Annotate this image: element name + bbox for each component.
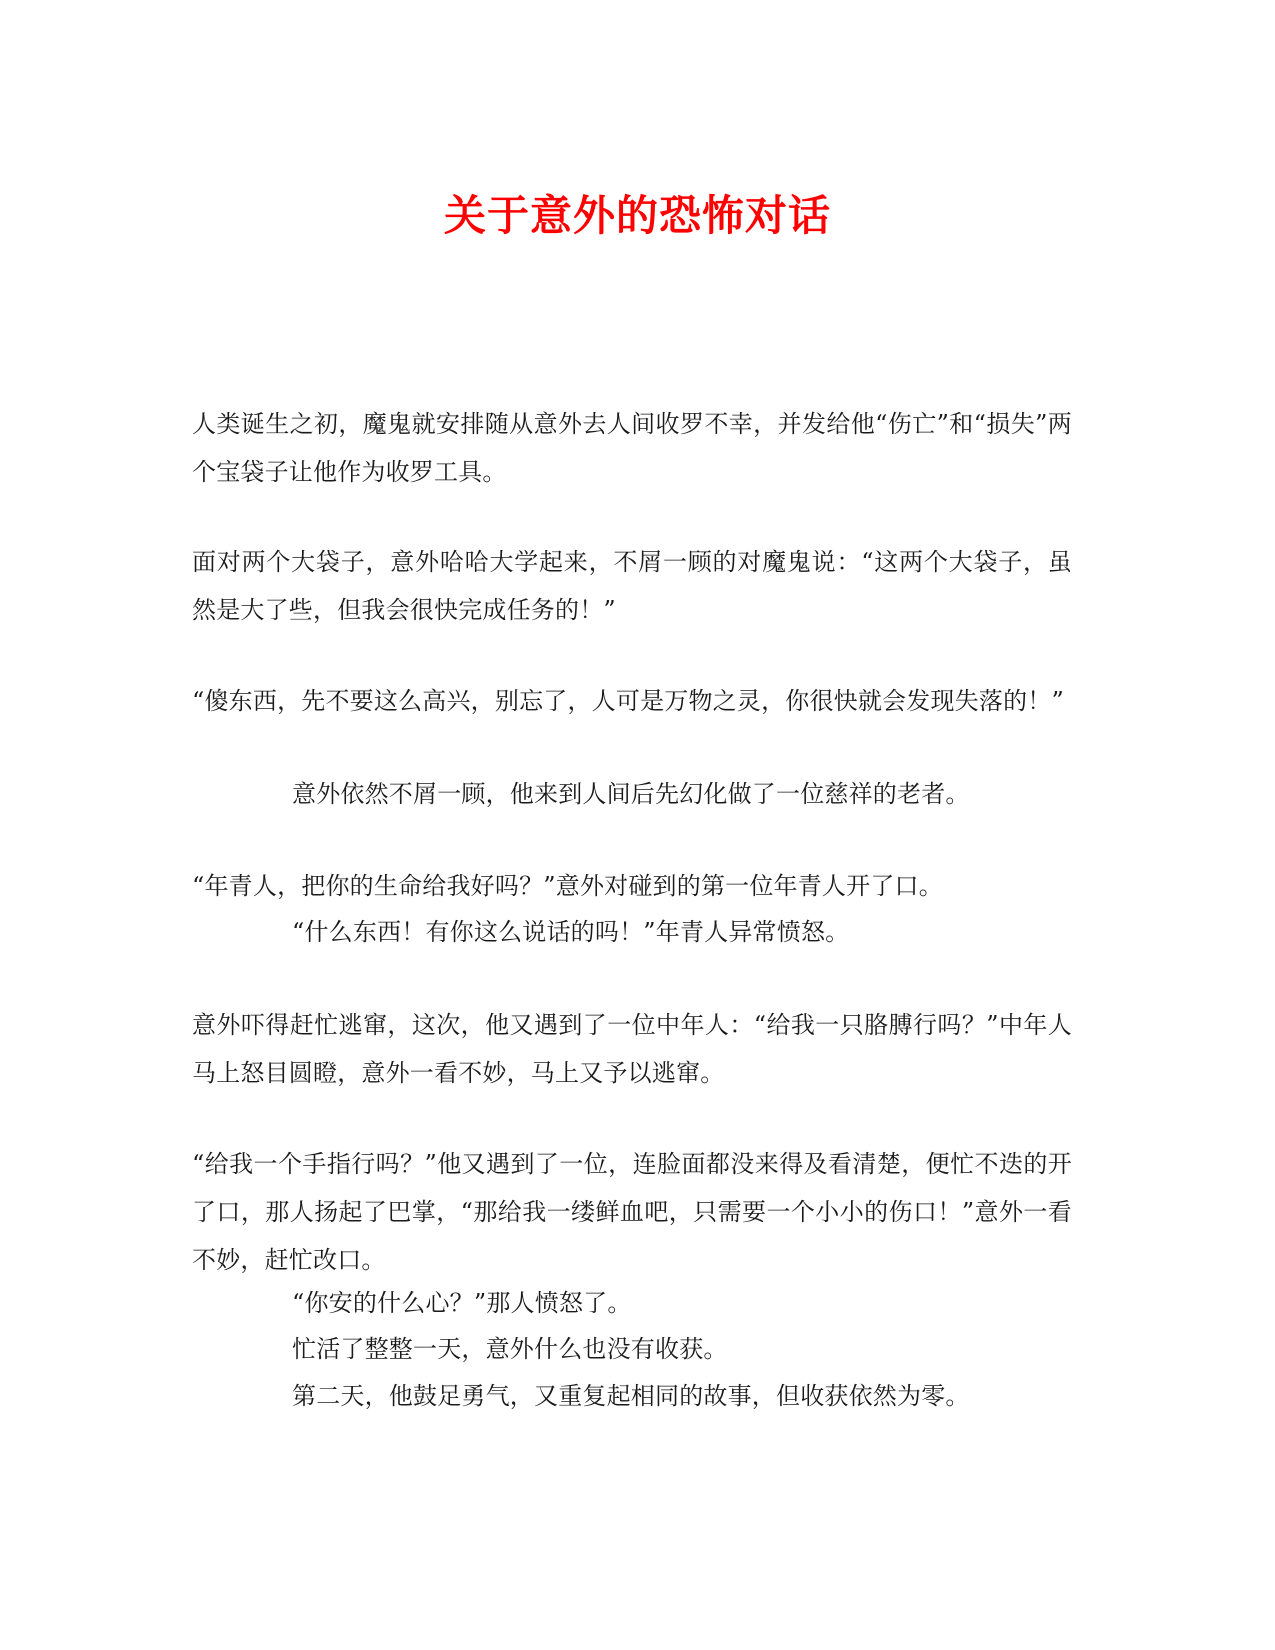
paragraph-10: 忙活了整整一天，意外什么也没有收获。 [292, 1335, 728, 1363]
document-title: 关于意外的恐怖对话 [443, 191, 831, 241]
paragraph-5: “年青人，把你的生命给我好吗？”意外对碰到的第一位年青人开了口。 [192, 872, 943, 900]
paragraph-7: 意外吓得赶忙逃窜，这次，他又遇到了一位中年人：“给我一只胳膊行吗？”中年人马上怒目圆瞪，意外一看不妙，马上又予以逃窜。 [192, 1011, 1072, 1087]
paragraph-3: “傻东西，先不要这么高兴，别忘了，人可是万物之灵，你很快就会发现失落的！” [192, 687, 1064, 715]
paragraph-4: 意外依然不屑一顾，他来到人间后先幻化做了一位慈祥的老者。 [292, 780, 970, 808]
paragraph-1: 人类诞生之初，魔鬼就安排随从意外去人间收罗不幸，并发给他“伤亡”和“损失”两个宝袋子让他作为收罗工具。 [192, 410, 1072, 486]
paragraph-8: “给我一个手指行吗？”他又遇到了一位，连脸面都没来得及看清楚，便忙不迭的开了口，那人扬起了巴掌，“那给我一缕鲜血吧，只需要一个小小的伤口！”意外一看不妙，赶忙改口。 [192, 1150, 1072, 1274]
paragraph-11: 第二天，他鼓足勇气，又重复起相同的故事，但收获依然为零。 [292, 1382, 970, 1410]
paragraph-9: “你安的什么心？”那人愤怒了。 [292, 1289, 632, 1317]
paragraph-6: “什么东西！有你这么说话的吗！”年青人异常愤怒。 [292, 918, 850, 946]
paragraph-2: 面对两个大袋子，意外哈哈大学起来，不屑一顾的对魔鬼说：“这两个大袋子，虽然是大了些，但我会很快完成任务的！” [192, 548, 1072, 624]
